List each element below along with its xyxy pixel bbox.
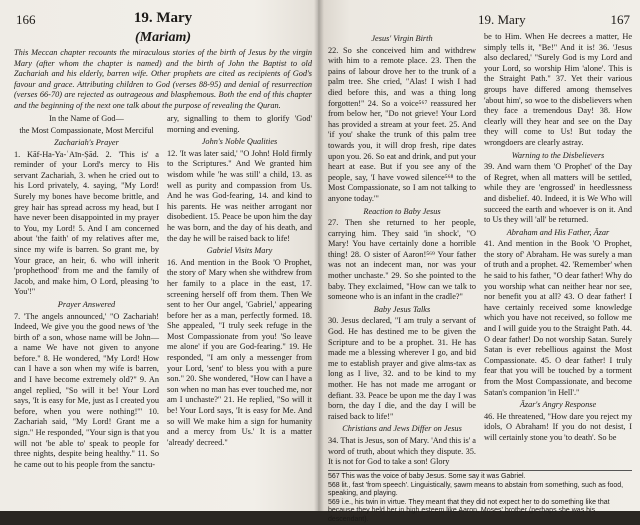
footnote: 569 i.e., his twin in virtue. They meant that they did not expect her to do something like that because they held her in high esteem like Aaron, Moses' brother (perhaps she was his descendant). [328, 498, 610, 523]
verse-paragraph: 46. He threatened, "How dare you reject my idols, O Abraham! If you do not desist, I will certainly stone you 'to death'. So be [484, 411, 632, 442]
verse-paragraph: 12. 'It was later said,' "O John! Hold firmly to the Scriptures." And We granted him wisdom while 'he was still' a child, 13. as well as purity and compassion from Us. And he was God-fearing, 14. and kind to his parents. He was neither arrogant nor disobedient. 15. Peace be upon him the day he was born, and the day of his death, and the day he will be raised back to life! [167, 148, 312, 243]
chapter-subtitle: (Mariam) [135, 30, 191, 45]
section-heading: Baby Jesus Talks [373, 304, 431, 314]
page-number: 166 [16, 12, 36, 27]
book-gutter [314, 0, 324, 511]
footnote: 568 lit., fast 'from speech'. Linguistically, ṣawm means to abstain from something, such as food, speaking, and playing. [328, 481, 624, 498]
verse-paragraph: 22. So she conceived him and withdrew with him to a remote place. 23. Then the pains of labour drove her to the trunk of a palm tree. She cried, "Alas! I wish I had died before this, and was a thing long forgotten!" 24. So a voice⁵⁶⁷ reassured her from below her, "Do not grieve! Your Lord has provided a stream at your feet. 25. And 'if you' shake the trunk of this palm tree towards you, it will drop fresh, ripe dates upon you. 26. So eat and drink, and put your heart at ease. But if you see any of the people, say, 'I have vowed silence⁵⁶⁸ to the Most Compassionate, so I am not talking to anyone today.'" [328, 45, 476, 203]
verse-paragraph: 41. And mention in the Book 'O Prophet, the story of' Abraham. He was surely a man of truth and a prophet. 42. 'Remember' when he said to his father, "O dear father! Why do you worship what can neither hear nor see, nor benefit you at all? 43. O dear father! I have certainly received some knowledge which you have not received, so follow me and I will guide you to the Straight Path. 44. O dear father! Do not worship Satan. Surely Satan is ever rebellious against the Most Compassionate. 45. O dear father! I truly fear that you will be touched by a torment from the Most Compassionate, and become Satan's companion 'in Hell'." [484, 239, 632, 397]
text-column [484, 32, 632, 468]
page-number: 167 [610, 12, 630, 27]
footnote: 567 This was the voice of baby Jesus. Some say it was Gabriel. [328, 473, 526, 480]
section-heading: Gabriel Visits Mary [206, 246, 273, 256]
section-heading: Warning to the Disbelievers [511, 150, 605, 160]
section-heading: Christians and Jews Differ on Jesus [342, 424, 462, 434]
left-page [0, 0, 318, 511]
running-chapter-title: 19. Mary [478, 12, 526, 27]
verse-paragraph: 1. Kāf-Ha-Ya-ʿAīn-Ṣād. 2. 'This is' a reminder of your Lord's mercy to His servant Zachariah, 3. when he cried out to his Lord privately, 4. saying, "My Lord! Surely my bones have become brittle, and grey hair has spread across my head, but I have never been disappointed in my prayer to You, my Lord! 5. And I am concerned about 'the faith' of my relatives after me, since my wife is barren. So grant me, by Your grace, an heir, 6. who will inherit 'prophethood' from me and the family of Jacob, and make him, O Lord, pleasing 'to You'!" [14, 149, 159, 297]
left-columns [14, 114, 312, 470]
verse-paragraph: 30. Jesus declared, "I am truly a servant of God. He has destined me to be given the Scripture and to be a prophet. 31. He has made me a blessing wherever I go, and bid me to establish prayer and give alms-tax as long as I live, 32. and to be kind to my mother. He has not made me arrogant or defiant. 33. Peace be upon me the day I was born, the day I die, and the day I will be raised back to life!" [328, 316, 476, 421]
left-running-head [14, 8, 312, 32]
right-running-head [328, 8, 632, 32]
verse-paragraph: 39. And warn them 'O Prophet' of the Day of Regret, when all matters will be settled, while they are 'engrossed' in heedlessness and disbelief. 40. Indeed, it is We Who will succeed the earth and whoever is on it. And to Us they will 'all' be returned. [484, 162, 632, 225]
text-column [167, 114, 312, 470]
right-page [318, 0, 640, 523]
text-column [328, 32, 476, 468]
section-heading: Āzar's Angry Response [519, 400, 597, 410]
verse-paragraph: ary, signalling to them to glorify 'God' morning and evening. [167, 114, 312, 134]
section-heading: Reaction to Baby Jesus [363, 206, 441, 216]
text-column [14, 114, 159, 470]
chapter-intro: This Meccan chapter recounts the miraculous stories of the birth of Jesus by the virgin Mary (after whom the chapter is named) and the birth of John the Baptist to old Zachariah and his elderly, barren wife. Other prophets are cited as recipients of God's favour and grace. Attributing children to God (verses 88-95) and denial of resurrection (verses 66-70) are rejected as outrageous and blasphemous. Both the end of this chapter and the beginning of the next one talk about the purpose of revealing the Quran. [14, 48, 312, 110]
section-heading: Zachariah's Prayer [54, 138, 119, 147]
verse-paragraph: 34. That is Jesus, son of Mary. 'And this is' a word of truth, about which they dispute. 35. It is not for God to take a son! Glory [328, 435, 476, 467]
verse-paragraph: 7. 'The angels announced,' "O Zachariah! Indeed, We give you the good news of 'the birth of' a son, whose name will be John—a name We have not given to anyone before." 8. He wondered, "My Lord! How can I have a son when my wife is barren, and I have become extremely old?" 9. An angel replied, "So will it be! Your Lord says, 'It is easy for Me, just as I created you before, when you were nothing!'" 10. Zachariah said, "My Lord! Grant me a sign." He responded, "Your sign is that you will not 'be able to' speak to people for three nights, despite being healthy." 11. So he came out to his people from the sanctu- [14, 311, 159, 469]
section-heading: John's Noble Qualities [201, 137, 278, 147]
verse-paragraph: be to Him. When He decrees a matter, He simply tells it, "Be!" And it is! 36. 'Jesus also declared,' "Surely God is my Lord and your Lord, so worship Him 'alone'. This is the Straight Path." 37. Yet their various groups have differed among themselves 'about him', so woe to the disbelievers when they face a tremendous Day! 38. How clearly will they hear and see on the Day they will come to Us! But today the wrongdoers are clearly astray. [484, 32, 632, 147]
chapter-title: 19. Mary [133, 10, 193, 26]
verse-paragraph: 27. Then she returned to her people, carrying him. They said 'in shock', "O Mary! You have certainly done a horrible thing! 28. O sister of Aaron!⁵⁶⁹ Your father was not an indecent man, nor was your mother unchaste." 29. So she pointed to the baby. They exclaimed, "How can we talk to someone who is an infant in the cradle?" [328, 218, 476, 302]
footnotes [328, 470, 632, 525]
verse-paragraph: 16. And mention in the Book 'O Prophet, the story of' Mary when she withdrew from her family to a place in the east, 17. screening herself off from them. Then We sent to her Our angel, 'Gabriel,' appearing before her as a man, perfectly formed. 18. She appealed, "I truly seek refuge in the Most Compassionate from you! 'So leave me alone' if you are God-fearing." 19. He responded, "I am only a messenger from your Lord, 'sent' to bless you with a pure son." 20. She wondered, "How can I have a son when no man has ever touched me, nor am I unchaste?" 21. He replied, "So will it be! Your Lord says, 'It is easy for Me. And so will We make him a sign for humanity and a mercy from Us.' It is a matter 'already' decreed." [167, 257, 312, 447]
section-heading: Jesus' Virgin Birth [371, 34, 433, 43]
section-heading: Abraham and His Father, Āzar [506, 227, 610, 237]
section-heading: Prayer Answered [57, 299, 116, 309]
basmala-line: the Most Compassionate, Most Merciful [19, 125, 154, 135]
basmala-line: In the Name of God— [49, 114, 124, 123]
right-columns [328, 32, 632, 468]
